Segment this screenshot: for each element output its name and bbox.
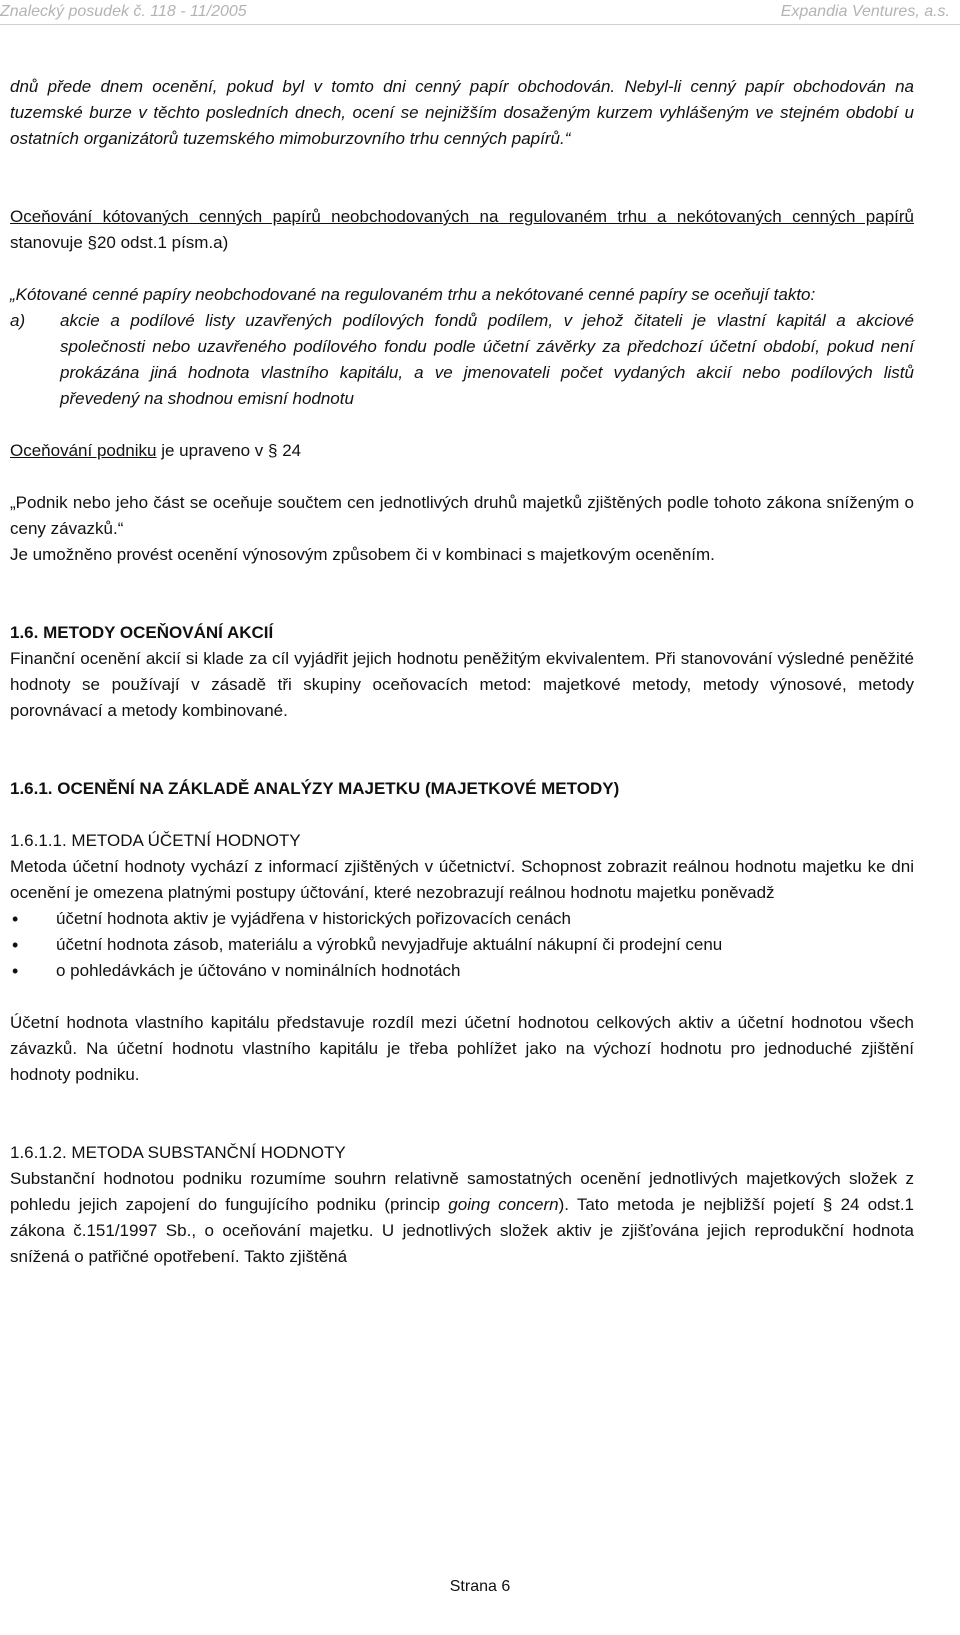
section-text-vlastni-kapital: Účetní hodnota vlastního kapitálu představuje rozdíl mezi účetní hodnotou celkových aktiv a účetní hodnotou všech závazků. Na účetní hodnotu vlastního kapitálu je třeba pohlížet jako na výchozí hodnotu pro jednoduché zjištění hodnoty podniku. (10, 1013, 914, 1084)
quote-intro: „Kótované cenné papíry neobchodované na regulovaném trhu a nekótované cenné papíry se oceňují takto: (10, 285, 816, 304)
section-heading-1-6-1: 1.6.1. OCENĚNÍ NA ZÁKLADĚ ANALÝZY MAJETKU (MAJETKOVÉ METODY) (10, 779, 620, 798)
list-item (10, 932, 914, 958)
bullet-icon: • (12, 909, 19, 929)
text-italic: going concern (448, 1195, 559, 1214)
document-body (10, 74, 914, 1270)
list-item-text: účetní hodnota zásob, materiálu a výrobků nevyjadřuje aktuální nákupní či prodejní cenu (56, 935, 723, 954)
page-number: Strana 6 (449, 1578, 511, 1595)
section-heading-1-6-1-2: 1.6.1.2. METODA SUBSTANČNÍ HODNOTY (10, 1143, 346, 1162)
section-heading-1-6-1-1: 1.6.1.1. METODA ÚČETNÍ HODNOTY (10, 831, 301, 850)
paragraph-rest: je upraveno v § 24 (156, 441, 302, 460)
list-item (10, 308, 914, 412)
list-item (10, 958, 914, 984)
bullet-list (10, 906, 914, 984)
bullet-icon: • (12, 961, 19, 981)
text-part: Substanční hodnotou podniku rozumíme souhrn relativně samostatných ocenění jednotlivých majetkových složek z pohledu jejich zapojení do fungujícího podniku (princip (10, 1169, 914, 1214)
paragraph-podnik (10, 438, 914, 464)
header-company: Expandia Ventures, a.s. (780, 3, 950, 20)
header-rule (0, 24, 960, 25)
paragraph-vynosovy: Je umožněno provést ocenění výnosovým způsobem či v kombinaci s majetkovým oceněním. (10, 545, 715, 564)
list-item-text: účetní hodnota aktiv je vyjádřena v historických pořizovacích cenách (56, 909, 571, 928)
paragraph-rest: stanovuje §20 odst.1 písm.a) (10, 233, 229, 252)
list-item-text: o pohledávkách je účtováno v nominálních hodnotách (56, 961, 461, 980)
list-item-text: akcie a podílové listy uzavřených podílových fondů podílem, v jehož čitateli je vlastní kapitál a akciové společnosti nebo uzavřeného podílového fondu podle účetní závěrky za předchozí účetní období, pokud není prokázána jiná hodnota vlastního kapitálu, a ve jmenovateli počet vydaných akcií nebo podílových listů převedený na shodnou emisní hodnotu (60, 311, 914, 408)
section-text-1-6: Finanční ocenění akcií si klade za cíl vyjádřit jejich hodnotu peněžitým ekvivalentem. Při stanovování výsledné peněžité hodnoty se používají v zásadě tři skupiny oceňovacích metod: majetkové metody, metody výnosové, metody porovnávací a metody kombinované. (10, 649, 914, 720)
underlined-phrase: Oceňování kótovaných cenných papírů neobchodovaných na regulovaném trhu a nekótovaných cenných papírů (10, 207, 914, 226)
paragraph-continuation: dnů přede dnem ocenění, pokud byl v tomto dni cenný papír obchodován. Nebyl-li cenný papír obchodován na tuzemské burze v těchto posledních dnech, ocení se nejnižším dosaženým kurzem vyhlášeným ve stejném období u ostatních organizátorů tuzemského mimoburzovního trhu cenných papírů.“ (10, 77, 914, 148)
section-heading-1-6: 1.6. METODY OCEŇOVÁNÍ AKCIÍ (10, 623, 274, 642)
paragraph-kotovane-intro (10, 204, 914, 256)
section-text-1-6-1-2 (10, 1166, 914, 1270)
text-part: ). Tato metoda je nejbližší pojetí § 24 odst.1 zákona č.151/1997 Sb., o oceňování majetku. U jednotlivých složek aktiv je zjišťována jejich reprodukční hodnota snížená o patřičné opotřebení. Takto zjištěná (10, 1195, 914, 1266)
quote-list (10, 308, 914, 412)
list-item (10, 906, 914, 932)
list-marker: a) (10, 311, 26, 330)
page-header (0, 0, 960, 30)
bullet-icon: • (12, 935, 19, 955)
quote-podnik: „Podnik nebo jeho část se oceňuje součtem cen jednotlivých druhů majetků zjištěných podle tohoto zákona sníženým o ceny závazků.“ (10, 493, 914, 538)
underlined-phrase: Oceňování podniku (10, 441, 157, 460)
section-text-1-6-1-1: Metoda účetní hodnoty vychází z informací zjištěných v účetnictví. Schopnost zobrazit reálnou hodnotu majetku ke dni ocenění je omezena platnými postupy účtování, které nezobrazují reálnou hodnotu majetku poněvadž (10, 857, 914, 902)
header-document-title: Znalecký posudek č. 118 - 11/2005 (0, 3, 247, 20)
